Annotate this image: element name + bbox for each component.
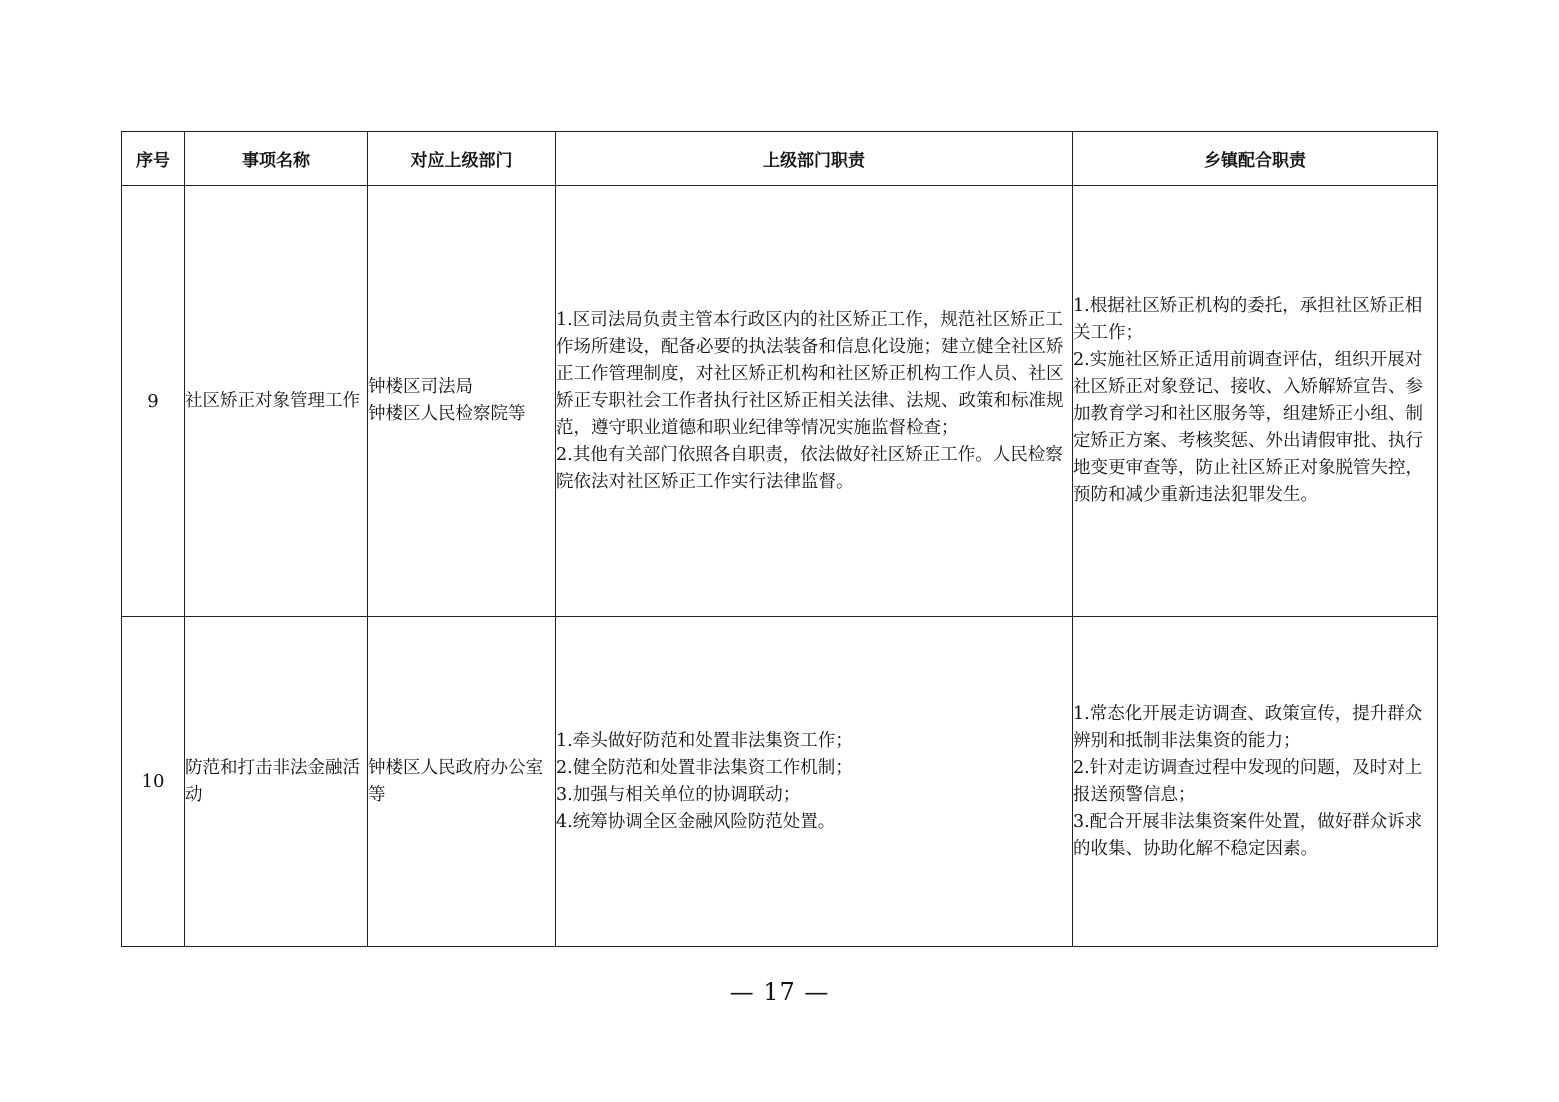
row-superior-duty bbox=[556, 186, 1073, 617]
duty-line: 2.其他有关部门依照各自职责，依法做好社区矫正工作。人民检察院依法对社区矫正工作实行法律监督。 bbox=[556, 444, 1063, 492]
header-item-name: 事项名称 bbox=[185, 132, 368, 186]
row-township-duty bbox=[1073, 186, 1438, 617]
row-superior-duty bbox=[556, 617, 1073, 947]
row-superior-dept bbox=[368, 617, 556, 947]
coop-line: 2.实施社区矫正适用前调查评估，组织开展对社区矫正对象登记、接收、入矫解矫宣告、参加教育学习和社区服务等，组建矫正小组、制定矫正方案、考核奖惩、外出请假审批、执行地变更审查等，防止社区矫正对象脱管失控，预防和减少重新违法犯罪发生。 bbox=[1073, 350, 1423, 505]
coop-line: 1.根据社区矫正机构的委托，承担社区矫正相关工作； bbox=[1073, 296, 1423, 343]
header-serial-no: 序号 bbox=[122, 132, 185, 186]
coop-line: 3.配合开展非法集资案件处置，做好群众诉求的收集、协助化解不稳定因素。 bbox=[1073, 811, 1423, 859]
row-serial-no: 10 bbox=[122, 617, 185, 947]
row-serial-no: 9 bbox=[122, 186, 185, 617]
dept-line: 钟楼区人民检察院等 bbox=[368, 404, 526, 424]
coop-line: 2.针对走访调查过程中发现的问题，及时对上报送预警信息； bbox=[1073, 757, 1423, 805]
row-township-duty bbox=[1073, 617, 1438, 947]
coop-line: 1.常态化开展走访调查、政策宣传，提升群众辨别和抵制非法集资的能力； bbox=[1073, 703, 1423, 751]
table-header-row bbox=[122, 132, 1438, 186]
row-item-name: 防范和打击非法金融活动 bbox=[185, 617, 368, 947]
header-township-duty: 乡镇配合职责 bbox=[1073, 132, 1438, 186]
page-number: — 17 — bbox=[729, 978, 830, 1006]
header-superior-duty: 上级部门职责 bbox=[556, 132, 1073, 186]
table-row bbox=[122, 186, 1438, 617]
table-row bbox=[122, 617, 1438, 947]
header-superior-dept: 对应上级部门 bbox=[368, 132, 556, 186]
duty-line: 1.牵头做好防范和处置非法集资工作； bbox=[556, 730, 853, 751]
duty-line: 3.加强与相关单位的协调联动； bbox=[556, 784, 801, 805]
duty-line: 1.区司法局负责主管本行政区内的社区矫正工作，规范社区矫正工作场所建设，配备必要的执法装备和信息化设施；建立健全社区矫正工作管理制度，对社区矫正机构和社区矫正机构工作人员、社区矫正专职社会工作者执行社区矫正相关法律、法规、政策和标准规范，遵守职业道德和职业纪律等情况实施监督检查； bbox=[556, 309, 1064, 438]
duty-table bbox=[121, 131, 1438, 947]
duty-line: 2.健全防范和处置非法集资工作机制； bbox=[556, 757, 853, 778]
dept-line: 钟楼区人民政府办公室等 bbox=[368, 757, 543, 805]
dept-line: 钟楼区司法局 bbox=[368, 377, 473, 397]
duty-line: 4.统筹协调全区金融风险防范处置。 bbox=[556, 811, 836, 832]
row-item-name: 社区矫正对象管理工作 bbox=[185, 186, 368, 617]
row-superior-dept bbox=[368, 186, 556, 617]
